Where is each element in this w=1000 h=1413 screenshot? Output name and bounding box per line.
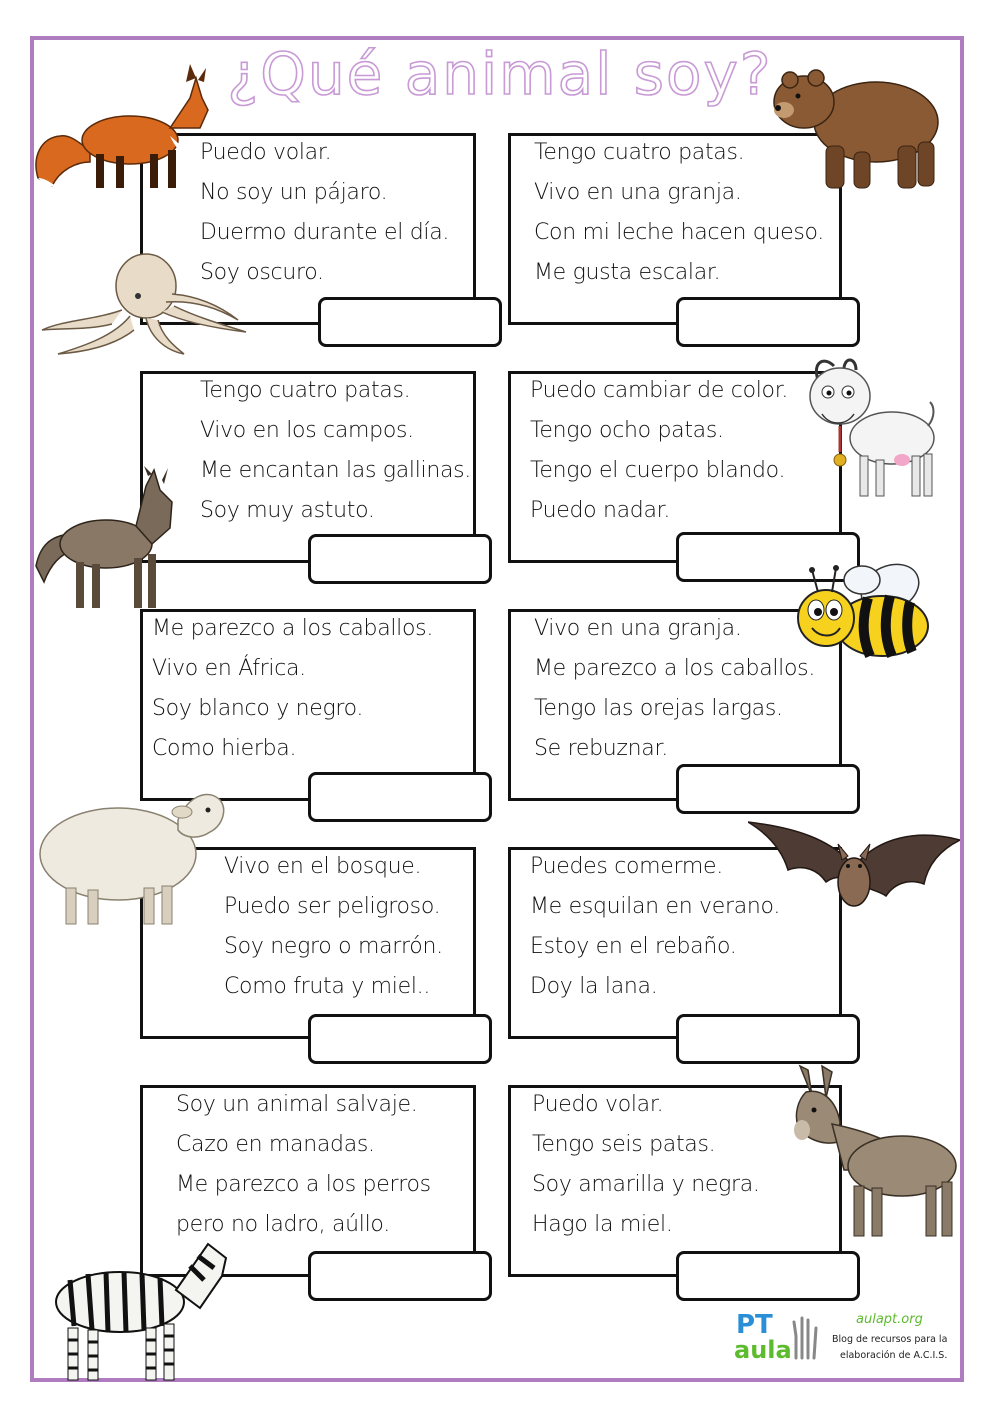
zebra-picture[interactable] <box>40 1236 230 1384</box>
octopus-picture[interactable] <box>34 250 250 362</box>
riddle-line: No soy un pájaro. <box>200 180 388 205</box>
riddle-line: Me gusta escalar. <box>534 260 721 285</box>
riddle-line: Soy oscuro. <box>200 260 324 285</box>
riddle-line: Puedo ser peligroso. <box>224 894 441 919</box>
riddle-line: Tengo seis patas. <box>532 1132 716 1157</box>
riddle-line: Soy un animal salvaje. <box>176 1092 418 1117</box>
sheep-picture[interactable] <box>32 778 228 928</box>
riddle-line: Me parezco a los perros <box>176 1172 431 1197</box>
wolf-picture[interactable] <box>30 466 180 612</box>
riddle-line: pero no ladro, aúllo. <box>176 1212 390 1237</box>
goat-picture[interactable] <box>794 356 940 502</box>
answer-input[interactable] <box>308 772 492 822</box>
riddle-line: Tengo el cuerpo blando. <box>530 458 786 483</box>
logo-pt: PT <box>736 1310 773 1340</box>
answer-input[interactable] <box>318 297 502 347</box>
answer-input[interactable] <box>676 1014 860 1064</box>
riddle-line: Tengo ocho patas. <box>530 418 724 443</box>
riddle-line: Cazo en manadas. <box>176 1132 375 1157</box>
riddle-line: Puedo volar. <box>532 1092 664 1117</box>
logo-tagline-1: Blog de recursos para la <box>832 1334 948 1345</box>
donkey-picture[interactable] <box>792 1062 962 1242</box>
aulapt-logo[interactable] <box>732 1310 962 1370</box>
answer-input[interactable] <box>308 534 492 584</box>
page-title: ¿Qué animal soy? <box>227 40 773 108</box>
card-bottom-line <box>508 1036 678 1039</box>
riddle-line: Doy la lana. <box>530 974 658 999</box>
riddle-line: Tengo cuatro patas. <box>534 140 745 165</box>
fox-picture[interactable] <box>30 58 212 193</box>
riddle-line: Soy blanco y negro. <box>152 696 364 721</box>
riddle-line: Hago la miel. <box>532 1212 673 1237</box>
answer-input[interactable] <box>676 1251 860 1301</box>
bear-picture[interactable] <box>768 60 944 192</box>
riddle-line: Vivo en una granja. <box>534 616 742 641</box>
answer-input[interactable] <box>676 764 860 814</box>
card-bottom-line <box>508 1274 678 1277</box>
bee-picture[interactable] <box>792 560 940 666</box>
riddle-line: Se rebuznar. <box>534 736 668 761</box>
riddle-line: Puedes comerme. <box>530 854 723 879</box>
riddle-line: Vivo en una granja. <box>534 180 742 205</box>
logo-tagline-2: elaboración de A.C.I.S. <box>840 1350 948 1361</box>
riddle-line: Puedo volar. <box>200 140 332 165</box>
riddle-line: Como fruta y miel.. <box>224 974 431 999</box>
card-bottom-line <box>508 798 678 801</box>
riddle-line: Puedo nadar. <box>530 498 671 523</box>
hand-icon <box>790 1314 820 1360</box>
riddle-line: Duermo durante el día. <box>200 220 450 245</box>
riddle-line: Me parezco a los caballos. <box>152 616 434 641</box>
bat-picture[interactable] <box>748 820 960 920</box>
card-bottom-line <box>140 1036 310 1039</box>
riddle-line: Vivo en el bosque. <box>224 854 422 879</box>
riddle-line: Soy amarilla y negra. <box>532 1172 760 1197</box>
card-bottom-line <box>508 560 678 563</box>
riddle-line: Vivo en los campos. <box>200 418 414 443</box>
riddle-line: Me encantan las gallinas. <box>200 458 472 483</box>
logo-aula: aula <box>734 1336 792 1364</box>
answer-input[interactable] <box>308 1251 492 1301</box>
logo-site[interactable]: aulapt.org <box>856 1312 923 1327</box>
riddle-line: Con mi leche hacen queso. <box>534 220 824 245</box>
card-bottom-line <box>508 322 678 325</box>
riddle-line: Soy muy astuto. <box>200 498 375 523</box>
riddle-line: Soy negro o marrón. <box>224 934 443 959</box>
riddle-line: Tengo cuatro patas. <box>200 378 411 403</box>
riddle-line: Como hierba. <box>152 736 297 761</box>
riddle-line: Vivo en África. <box>152 656 306 681</box>
riddle-line: Me parezco a los caballos. <box>534 656 816 681</box>
answer-input[interactable] <box>308 1014 492 1064</box>
riddle-line: Me esquilan en verano. <box>530 894 781 919</box>
riddle-line: Puedo cambiar de color. <box>530 378 789 403</box>
riddle-line: Estoy en el rebaño. <box>530 934 737 959</box>
answer-input[interactable] <box>676 297 860 347</box>
riddle-line: Tengo las orejas largas. <box>534 696 783 721</box>
